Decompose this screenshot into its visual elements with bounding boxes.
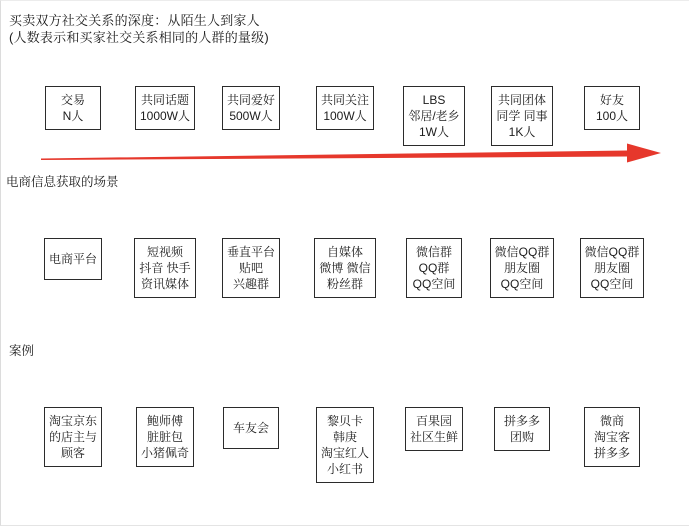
box-text-line: QQ空间 xyxy=(412,277,456,291)
box-text-line: QQ空间 xyxy=(590,277,634,291)
title-line-1: 买卖双方社交关系的深度：从陌生人到家人 xyxy=(9,13,260,28)
diagram-cell xyxy=(119,86,211,130)
diagram-cell xyxy=(205,238,297,298)
box-text-line: 鲍师傅 xyxy=(146,414,183,428)
box-wechat-qq-moments-1 xyxy=(490,238,555,298)
box-text-line: 百果园 xyxy=(415,414,452,428)
box-text-line: 微信QQ群 xyxy=(494,245,550,259)
box-text-line: 团购 xyxy=(509,430,534,444)
box-text-line: 微信QQ群 xyxy=(584,245,640,259)
box-text-line: 社区生鲜 xyxy=(409,430,458,444)
box-text-line: N人 xyxy=(62,109,84,123)
box-common-follow xyxy=(316,86,374,130)
diagram-cell xyxy=(299,86,391,130)
diagram-cell xyxy=(566,407,658,467)
box-text-line: 微商 xyxy=(599,414,624,428)
box-text-line: 好友 xyxy=(599,93,624,107)
box-short-video xyxy=(134,238,195,298)
box-text-line: 拼多多 xyxy=(503,414,540,428)
box-text-line: 邻居/老乡 xyxy=(408,109,460,123)
box-text-line: 共同关注 xyxy=(320,93,369,107)
box-wechat-qq-moments-2 xyxy=(580,238,645,298)
box-text-line: LBS xyxy=(422,93,446,107)
red-arrow-icon xyxy=(1,136,689,180)
box-text-line: 车友会 xyxy=(232,421,269,435)
box-text-line: 交易 xyxy=(60,93,85,107)
box-text-line: 拼多多 xyxy=(593,446,630,460)
diagram-cell xyxy=(388,238,480,298)
diagram-cell xyxy=(566,238,658,298)
diagram-cell xyxy=(205,407,297,449)
box-text-line: 共同话题 xyxy=(140,93,189,107)
box-text-line: 脏脏包 xyxy=(146,430,183,444)
box-vertical-platform xyxy=(222,238,280,298)
box-libeika-kol xyxy=(316,407,374,483)
case-row xyxy=(1,407,689,476)
box-text-line: 抖音 快手 xyxy=(139,261,191,275)
box-ecommerce-platform xyxy=(44,238,102,280)
red-arrow-shape xyxy=(41,144,661,163)
box-text-line: 自媒体 xyxy=(326,245,363,259)
diagram-cell xyxy=(119,407,211,467)
box-text-line: 垂直平台 xyxy=(226,245,275,259)
box-text-line: 100人 xyxy=(595,109,629,123)
box-text-line: QQ群 xyxy=(418,261,450,275)
box-text-line: 朋友圈 xyxy=(593,261,630,275)
box-text-line: 顾客 xyxy=(60,446,85,460)
box-common-hobby xyxy=(222,86,280,130)
case-section-label: 案例 xyxy=(9,344,35,358)
diagram-cell xyxy=(299,238,391,298)
box-text-line: 淘宝红人 xyxy=(320,446,369,460)
box-wechat-qq-group xyxy=(406,238,462,298)
box-pinduoduo-groupbuy xyxy=(494,407,550,451)
diagram-cell xyxy=(476,407,568,451)
box-text-line: 短视频 xyxy=(146,245,183,259)
box-text-line: 小红书 xyxy=(326,462,363,476)
box-text-line: 贴吧 xyxy=(238,261,263,275)
box-text-line: 黎贝卡 xyxy=(326,414,363,428)
box-text-line: 韩庚 xyxy=(332,430,357,444)
box-text-line: 淘宝京东 xyxy=(48,414,97,428)
box-baiguoyuan xyxy=(405,407,463,451)
diagram-cell xyxy=(27,238,119,280)
box-text-line: 微信群 xyxy=(415,245,452,259)
relationship-row xyxy=(1,86,689,139)
diagram-cell xyxy=(566,86,658,130)
box-friends xyxy=(584,86,640,130)
box-text-line: 朋友圈 xyxy=(503,261,540,275)
box-baoshifu xyxy=(136,407,194,467)
diagram-cell xyxy=(388,407,480,451)
diagram-cell xyxy=(299,407,391,483)
box-text-line: QQ空间 xyxy=(500,277,544,291)
scene-section-label: 电商信息获取的场景 xyxy=(6,175,119,189)
box-text-line: 的店主与 xyxy=(48,430,97,444)
box-text-line: 同学 同事 xyxy=(496,109,548,123)
box-common-topic xyxy=(135,86,195,130)
box-weishang xyxy=(584,407,640,467)
box-text-line: 1000W人 xyxy=(139,109,191,123)
box-text-line: 电商平台 xyxy=(48,252,97,266)
page-title xyxy=(9,12,269,46)
box-text-line: 1W人 xyxy=(418,125,449,139)
box-transaction xyxy=(45,86,101,130)
box-text-line: 资讯媒体 xyxy=(140,277,189,291)
box-text-line: 粉丝群 xyxy=(326,277,363,291)
box-text-line: 微博 微信 xyxy=(319,261,371,275)
box-self-media xyxy=(314,238,375,298)
box-text-line: 500W人 xyxy=(229,109,273,123)
box-car-club xyxy=(223,407,279,449)
diagram-cell xyxy=(27,407,119,467)
diagram-cell xyxy=(476,238,568,298)
box-text-line: 1K人 xyxy=(508,125,536,139)
box-text-line: 共同团体 xyxy=(497,93,546,107)
box-text-line: 小猪佩奇 xyxy=(140,446,189,460)
box-taobao-jd-shopkeeper xyxy=(44,407,102,467)
diagram-cell xyxy=(119,238,211,298)
title-line-2: (人数表示和买家社交关系相同的人群的量级) xyxy=(9,30,269,45)
box-text-line: 淘宝客 xyxy=(593,430,630,444)
diagram-cell xyxy=(27,86,119,130)
box-text-line: 100W人 xyxy=(323,109,367,123)
box-text-line: 兴趣群 xyxy=(232,277,269,291)
scene-row xyxy=(1,238,689,291)
diagram-cell xyxy=(205,86,297,130)
box-text-line: 共同爱好 xyxy=(226,93,275,107)
